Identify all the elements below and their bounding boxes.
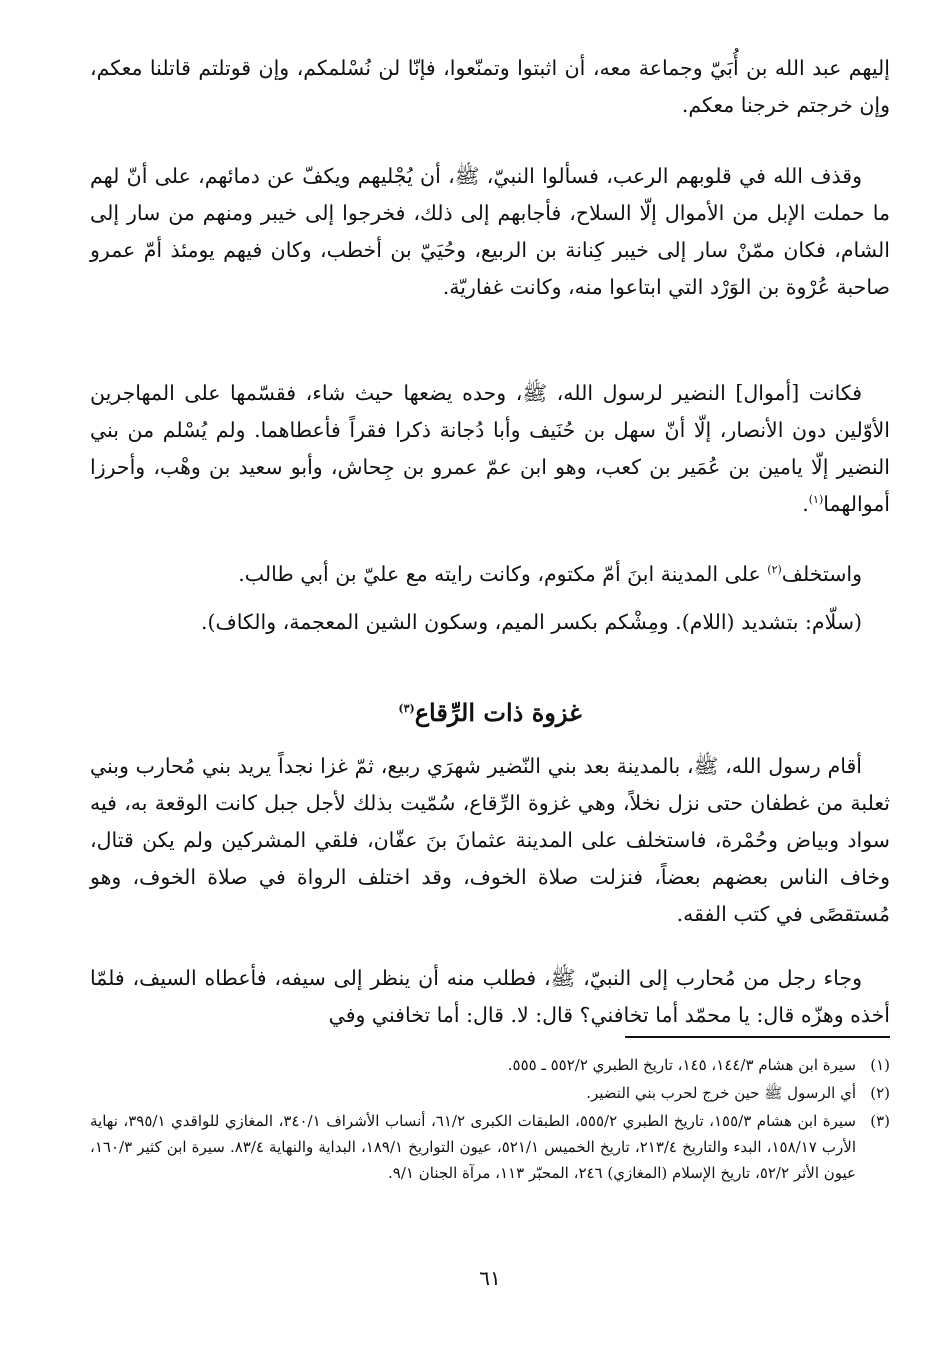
footnote-item bbox=[90, 1052, 890, 1078]
footnote-number: (٢) bbox=[870, 1084, 890, 1102]
paragraph-sword-story: وجاء رجل من مُحارب إلى النبيّ، ﷺ، فطلب منه أن ينظر إلى سيفه، فأعطاه السيف، فلمّا أخذه وهزّه قال: يا محمّد أما تخافني؟ قال: لا. قال: أما تخافني وفي bbox=[90, 966, 890, 1027]
footnote-divider bbox=[625, 1036, 890, 1038]
footnote-text: سيرة ابن هشام ١٤٤/٣، ١٤٥، تاريخ الطبري ٥٥٢/٢ ـ ٥٥٥. bbox=[507, 1056, 856, 1074]
section-heading bbox=[90, 693, 890, 733]
book-page bbox=[90, 30, 890, 1360]
paragraph-dhat-al-riqa: أقام رسول الله، ﷺ، بالمدينة بعد بني النّضير شهرَي ربيع، ثمّ غزا نجداً يريد بني مُحارب وبني ثعلبة من غطفان حتى نزل نخلاً، وهي غزوة الرِّقاع، سُمّيت بذلك لأجل جبل كانت الوقعة به، فيه سواد وبياض وحُمْرة، فاستخلف على المدينة عثمانَ بنَ عفّان، فلقي المشركين ولم يكن قتال، وخاف الناس بعضهم بعضاً، فنزلت صلاة الخوف، وقد اختلف الرواة في صلاة الخوف، وهو مُستقصًى في كتب الفقه. bbox=[90, 754, 890, 926]
paragraph-spoils-text: فكانت [أموال] النضير لرسول الله، ﷺ، وحده يضعها حيث شاء، فقسّمها على المهاجرين الأوّلين دون الأنصار، إلّا أنّ سهل بن حُنَيف وأبا دُجانة ذكرا فقراً فأعطاهما. ولم يُسْلم من بني النضير إلّا يامين بن عُمَير بن كعب، وهو ابن عمّ عمرو بن جِحاش، وأبو سعيد بن وهْب، وأحرزا أموالهما bbox=[90, 381, 890, 516]
section-heading-text: غزوة ذات الرِّقاع bbox=[414, 698, 582, 727]
page-number: ٦١ bbox=[479, 1266, 501, 1290]
paragraph-vocalization-note: (سلّام: بتشديد (اللام). ومِشْكم بكسر الميم، وسكون الشين المعجمة، والكاف). bbox=[200, 610, 862, 634]
footnote-text: سيرة ابن هشام ١٥٥/٣، تاريخ الطبري ٥٥٥/٢، الطبقات الكبرى ٦١/٢، أنساب الأشراف ٣٤٠/١، المغازي للواقدي ٣٩٥/١، نهاية الأرب ١٥٨/١٧، البدء والتاريخ ٢١٣/٤، تاريخ الخميس ٥٢١/١، عيون التواريخ ١٨٩/١، البداية والنهاية ٨٣/٤. سيرة ابن كثير ١٦٠/٣، عيون الأثر ٥٢/٢، تاريخ الإسلام (المغازي) ٢٤٦، المحبّر ١١٣، مرآة الجنان ٩/١. bbox=[90, 1112, 856, 1182]
paragraph-spoils: فكانت [أموال] النضير لرسول الله، ﷺ، وحده يضعها حيث شاء، فقسّمها على المهاجرين الأوّلين دون الأنصار، إلّا أنّ سهل بن حُنَيف وأبا دُجانة ذكرا فقراً فأعطاهما. ولم يُسْلم من بني النضير إلّا يامين بن عُمَير بن كعب، وهو ابن عمّ عمرو بن جِحاش، وأبو سعيد بن وهْب، وأحرزا أموالهما$^{(١)}$. bbox=[90, 381, 890, 516]
paragraph-expulsion: وقذف الله في قلوبهم الرعب، فسألوا النبيّ، ﷺ، أن يُجْليهم ويكفّ عن دمائهم، على أنّ لهم ما حملت الإبل من الأموال إلّا السلاح، فأجابهم إلى ذلك، فخرجوا إلى خيبر ومنهم من سار إلى الشام، فكان ممّنْ سار إلى خيبر كِنانة بن الربيع، وحُيَيّ بن أخطب، وكان فيهم يومئذ أمّ عمرو صاحبة عُرْوة بن الوَرْد التي ابتاعوا منه، وكانت غفاريّة. bbox=[90, 164, 890, 299]
footnote-item bbox=[90, 1108, 890, 1186]
footnote-text: أي الرسول ﷺ حين خرج لحرب بني النضير. bbox=[586, 1084, 856, 1102]
footnote-marker-1: (١) bbox=[808, 493, 824, 507]
paragraph-deputy-lead: واستخلف bbox=[781, 562, 862, 586]
footnotes-list bbox=[90, 1052, 890, 1188]
paragraph-deputy-text: على المدينة ابنَ أمّ مكتوم، وكانت رايته مع عليّ بن أبي طالب. bbox=[238, 562, 761, 586]
footnote-number: (١) bbox=[870, 1056, 890, 1074]
paragraph-deputy bbox=[90, 556, 890, 593]
footnote-number: (٣) bbox=[870, 1112, 890, 1130]
footnote-item bbox=[90, 1080, 890, 1106]
footnote-marker-2: (٢) bbox=[767, 563, 782, 577]
paragraph-continuation: إليهم عبد الله بن أُبَيّ وجماعة معه، أن اثبتوا وتمنّعوا، فإنّا لن نُسْلمكم، وإن قوتلتم قاتلنا معكم، وإن خرجتم خرجنا معكم. bbox=[90, 56, 890, 117]
footnote-marker-3: (٣) bbox=[398, 702, 415, 715]
